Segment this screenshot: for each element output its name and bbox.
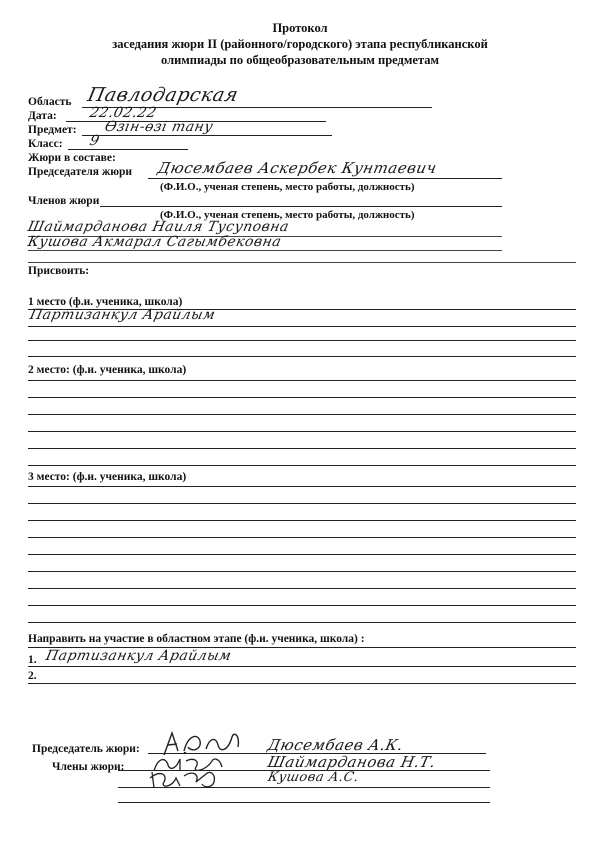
signature-member-3-line — [118, 802, 490, 803]
place-3-line — [28, 486, 576, 487]
place-2-line — [28, 431, 576, 432]
date-value: 22.02.22 — [88, 105, 159, 121]
place-3-line — [28, 537, 576, 538]
subject-label: Предмет: — [28, 124, 77, 136]
chair-underline — [148, 178, 502, 179]
jury-label: Жюри в составе: — [28, 152, 116, 164]
grade-label: Класс: — [28, 138, 63, 150]
region-value: Павлодарская — [85, 84, 241, 106]
place-3-line — [28, 520, 576, 521]
signature-chair-label: Председатель жюри: — [32, 743, 140, 755]
chair-label: Председателя жюри — [28, 166, 133, 178]
place-2-line — [28, 448, 576, 449]
grade-underline — [68, 149, 188, 150]
grade-value: 9 — [88, 133, 102, 149]
place-3-label: 3 место: (ф.и. ученика, школа) — [28, 471, 187, 483]
subject-value: Өзін-өзі тану — [103, 119, 215, 135]
place-2-line — [28, 380, 576, 381]
members-extra-underline — [28, 262, 576, 263]
member-1-value: Шаймарданова Наиля Тусуповна — [26, 219, 291, 235]
chair-value: Дюсембаев Аскербек Кунтаевич — [156, 159, 439, 177]
regional-label: Направить на участие в областном этапе (ф.и. ученика, школа) : — [28, 633, 365, 645]
place-2-line — [28, 414, 576, 415]
member-2-value: Кушова Акмарал Сагымбековна — [26, 234, 283, 250]
place-1-value: Партизанкул Арайлым — [28, 307, 217, 323]
place-1-line — [28, 356, 576, 357]
date-label: Дата: — [28, 110, 57, 122]
place-3-line — [28, 503, 576, 504]
member-2-name-handwritten: Кушова А.С. — [266, 770, 361, 785]
document-subtitle-line-2: олимпиады по общеобразовательным предметам — [160, 53, 439, 67]
place-2-line — [28, 465, 576, 466]
signature-members-label: Члены жюри: — [52, 761, 125, 773]
member-2-signature-scribble — [146, 768, 224, 792]
regional-line — [28, 683, 576, 684]
place-2-label: 2 место: (ф.и. ученика, школа) — [28, 364, 187, 376]
member-1-name-handwritten: Шаймарданова Н.Т. — [266, 753, 438, 771]
members-fio-hint: (Ф.И.О., ученая степень, место работы, должность) — [160, 209, 415, 221]
regional-item-1-value: Партизанкул Арайлым — [44, 648, 233, 664]
member-2-underline — [28, 250, 502, 251]
place-1-line — [28, 326, 576, 327]
members-label: Членов жюри — [28, 195, 100, 207]
place-3-line — [28, 622, 576, 623]
place-1-line — [28, 340, 576, 341]
document-title: Протокол — [272, 21, 328, 35]
place-3-line — [28, 588, 576, 589]
place-3-line — [28, 605, 576, 606]
region-label: Область — [28, 96, 72, 108]
regional-item-2-number: 2. — [28, 670, 37, 682]
regional-line — [28, 666, 576, 667]
award-label: Присвоить: — [28, 265, 90, 277]
chair-fio-hint: (Ф.И.О., ученая степень, место работы, должность) — [160, 181, 415, 193]
place-2-line — [28, 397, 576, 398]
regional-item-1-number: 1. — [28, 654, 37, 666]
subject-underline — [82, 135, 332, 136]
document-subtitle-line-1: заседания жюри II (районного/городского) этапа республиканской — [112, 37, 488, 51]
place-3-line — [28, 571, 576, 572]
place-1-label: 1 место (ф.и. ученика, школа) — [28, 296, 183, 308]
place-3-line — [28, 554, 576, 555]
chair-name-handwritten: Дюсембаев А.К. — [266, 736, 406, 754]
members-underline — [100, 206, 502, 207]
